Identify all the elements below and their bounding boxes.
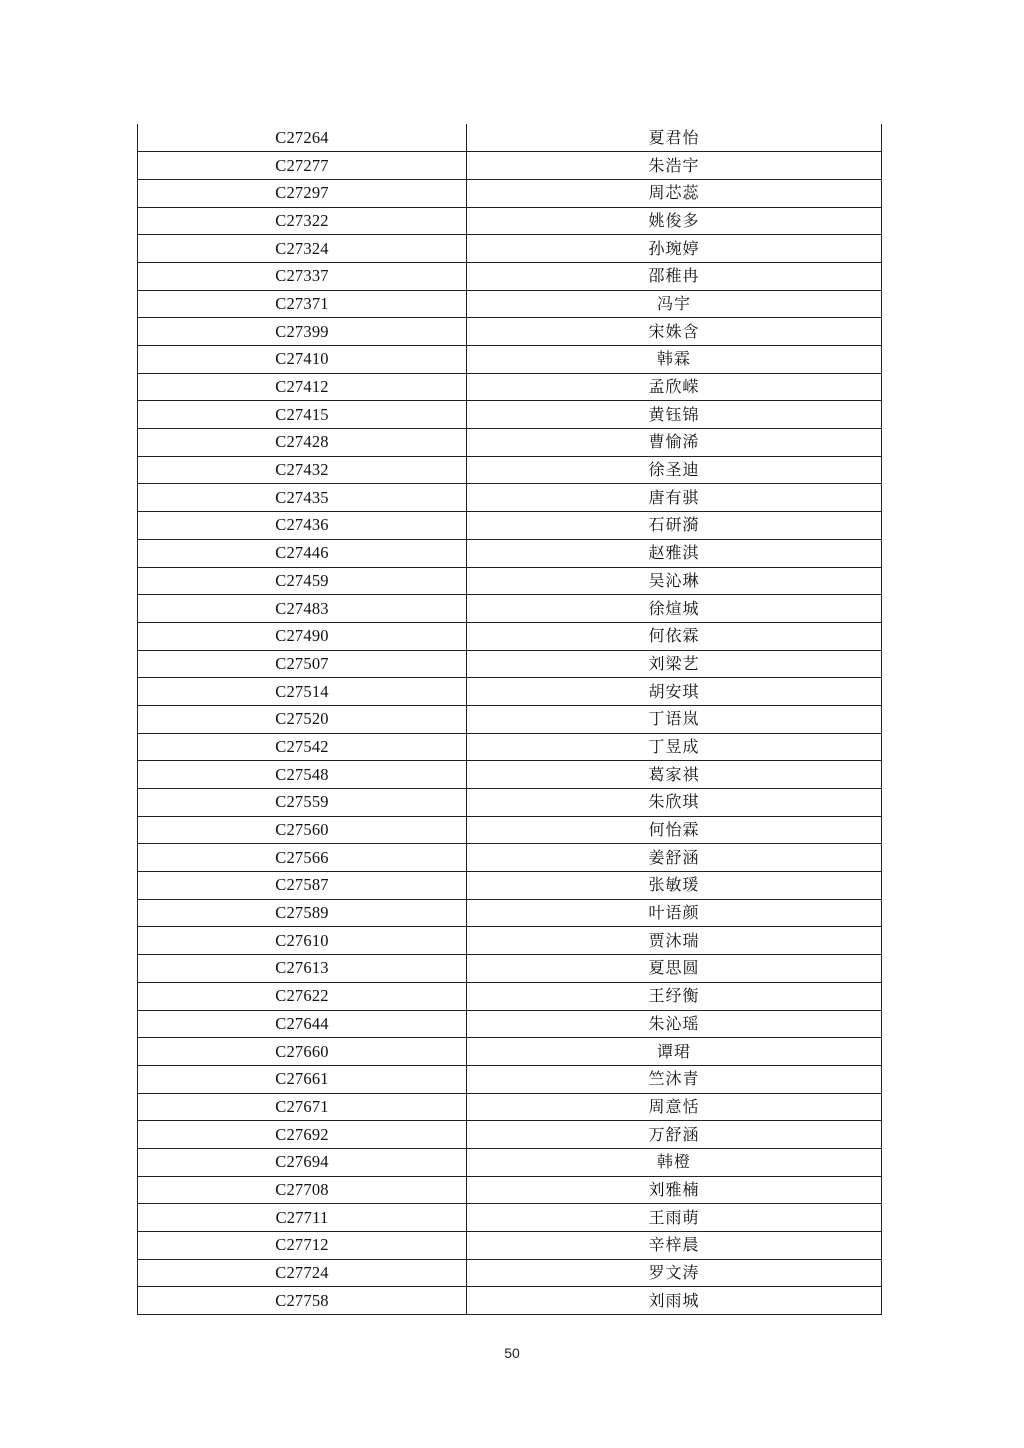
student-name-cell: 周芯蕊: [467, 179, 882, 207]
student-id-cell: C27412: [138, 373, 467, 401]
student-id-cell: C27589: [138, 899, 467, 927]
student-id-cell: C27520: [138, 705, 467, 733]
student-name-cell: 曹愉浠: [467, 429, 882, 457]
student-id-cell: C27322: [138, 207, 467, 235]
student-id-cell: C27297: [138, 179, 467, 207]
student-id-cell: C27432: [138, 456, 467, 484]
table-row: [138, 789, 882, 817]
student-name-cell: 夏君怡: [467, 124, 882, 152]
student-name-cell: 张敏瑗: [467, 872, 882, 900]
student-name-cell: 冯宇: [467, 290, 882, 318]
student-name-cell: 何依霖: [467, 622, 882, 650]
table-row: [138, 484, 882, 512]
student-id-cell: C27587: [138, 872, 467, 900]
roster-table-container: [137, 124, 881, 1315]
roster-table: [137, 124, 882, 1315]
table-row: [138, 622, 882, 650]
student-id-cell: C27435: [138, 484, 467, 512]
table-row: [138, 872, 882, 900]
table-row: [138, 1065, 882, 1093]
student-name-cell: 孙琬婷: [467, 235, 882, 263]
student-id-cell: C27415: [138, 401, 467, 429]
student-id-cell: C27560: [138, 816, 467, 844]
student-id-cell: C27548: [138, 761, 467, 789]
student-name-cell: 黄钰锦: [467, 401, 882, 429]
student-name-cell: 万舒涵: [467, 1121, 882, 1149]
student-name-cell: 何怡霖: [467, 816, 882, 844]
table-row: [138, 955, 882, 983]
student-id-cell: C27324: [138, 235, 467, 263]
table-row: [138, 124, 882, 152]
table-row: [138, 899, 882, 927]
table-row: [138, 1148, 882, 1176]
table-row: [138, 705, 882, 733]
student-id-cell: C27708: [138, 1176, 467, 1204]
student-name-cell: 韩霖: [467, 346, 882, 374]
student-name-cell: 葛家祺: [467, 761, 882, 789]
page-number: 50: [504, 1345, 520, 1361]
student-name-cell: 宋姝含: [467, 318, 882, 346]
student-name-cell: 朱浩宇: [467, 152, 882, 180]
table-row: [138, 429, 882, 457]
student-id-cell: C27661: [138, 1065, 467, 1093]
table-row: [138, 456, 882, 484]
table-row: [138, 816, 882, 844]
student-name-cell: 丁语岚: [467, 705, 882, 733]
student-name-cell: 贾沐瑞: [467, 927, 882, 955]
table-row: [138, 567, 882, 595]
table-row: [138, 927, 882, 955]
student-name-cell: 夏思圆: [467, 955, 882, 983]
table-row: [138, 1287, 882, 1315]
table-row: [138, 235, 882, 263]
student-id-cell: C27724: [138, 1259, 467, 1287]
table-row: [138, 373, 882, 401]
student-name-cell: 王雨萌: [467, 1204, 882, 1232]
student-id-cell: C27660: [138, 1038, 467, 1066]
student-id-cell: C27459: [138, 567, 467, 595]
table-row: [138, 1259, 882, 1287]
student-name-cell: 石研漪: [467, 512, 882, 540]
student-id-cell: C27758: [138, 1287, 467, 1315]
student-id-cell: C27490: [138, 622, 467, 650]
student-name-cell: 竺沐青: [467, 1065, 882, 1093]
table-row: [138, 290, 882, 318]
student-name-cell: 罗文涛: [467, 1259, 882, 1287]
student-id-cell: C27436: [138, 512, 467, 540]
table-row: [138, 733, 882, 761]
student-id-cell: C27483: [138, 595, 467, 623]
student-id-cell: C27514: [138, 678, 467, 706]
student-id-cell: C27671: [138, 1093, 467, 1121]
student-id-cell: C27277: [138, 152, 467, 180]
student-name-cell: 王纾衡: [467, 982, 882, 1010]
student-id-cell: C27446: [138, 539, 467, 567]
table-row: [138, 1232, 882, 1260]
table-row: [138, 650, 882, 678]
student-name-cell: 周意恬: [467, 1093, 882, 1121]
student-name-cell: 叶语颜: [467, 899, 882, 927]
student-id-cell: C27711: [138, 1204, 467, 1232]
student-name-cell: 谭珺: [467, 1038, 882, 1066]
student-name-cell: 赵雅淇: [467, 539, 882, 567]
student-id-cell: C27610: [138, 927, 467, 955]
student-id-cell: C27559: [138, 789, 467, 817]
student-id-cell: C27399: [138, 318, 467, 346]
table-row: [138, 1038, 882, 1066]
student-id-cell: C27371: [138, 290, 467, 318]
student-id-cell: C27712: [138, 1232, 467, 1260]
table-row: [138, 761, 882, 789]
table-row: [138, 539, 882, 567]
table-row: [138, 401, 882, 429]
student-name-cell: 刘雅楠: [467, 1176, 882, 1204]
table-row: [138, 512, 882, 540]
table-row: [138, 346, 882, 374]
student-name-cell: 吴沁琳: [467, 567, 882, 595]
table-row: [138, 595, 882, 623]
student-name-cell: 韩橙: [467, 1148, 882, 1176]
student-name-cell: 胡安琪: [467, 678, 882, 706]
table-row: [138, 1176, 882, 1204]
table-row: [138, 207, 882, 235]
student-id-cell: C27566: [138, 844, 467, 872]
student-id-cell: C27264: [138, 124, 467, 152]
table-row: [138, 152, 882, 180]
table-row: [138, 1093, 882, 1121]
roster-table-body: [138, 124, 882, 1315]
student-id-cell: C27337: [138, 262, 467, 290]
student-name-cell: 姜舒涵: [467, 844, 882, 872]
student-id-cell: C27644: [138, 1010, 467, 1038]
student-id-cell: C27410: [138, 346, 467, 374]
table-row: [138, 262, 882, 290]
student-id-cell: C27694: [138, 1148, 467, 1176]
student-name-cell: 朱欣琪: [467, 789, 882, 817]
table-row: [138, 318, 882, 346]
student-id-cell: C27692: [138, 1121, 467, 1149]
student-id-cell: C27428: [138, 429, 467, 457]
student-id-cell: C27613: [138, 955, 467, 983]
student-name-cell: 朱沁瑶: [467, 1010, 882, 1038]
student-id-cell: C27622: [138, 982, 467, 1010]
table-row: [138, 179, 882, 207]
table-row: [138, 1010, 882, 1038]
table-row: [138, 1121, 882, 1149]
student-name-cell: 孟欣嵘: [467, 373, 882, 401]
student-name-cell: 辛梓晨: [467, 1232, 882, 1260]
student-name-cell: 唐有骐: [467, 484, 882, 512]
table-row: [138, 982, 882, 1010]
student-name-cell: 刘雨城: [467, 1287, 882, 1315]
table-row: [138, 678, 882, 706]
student-name-cell: 丁昱成: [467, 733, 882, 761]
table-row: [138, 1204, 882, 1232]
student-id-cell: C27542: [138, 733, 467, 761]
student-name-cell: 邵稚冉: [467, 262, 882, 290]
student-name-cell: 徐煊城: [467, 595, 882, 623]
student-name-cell: 徐圣迪: [467, 456, 882, 484]
table-row: [138, 844, 882, 872]
student-name-cell: 刘梁艺: [467, 650, 882, 678]
student-name-cell: 姚俊多: [467, 207, 882, 235]
student-id-cell: C27507: [138, 650, 467, 678]
